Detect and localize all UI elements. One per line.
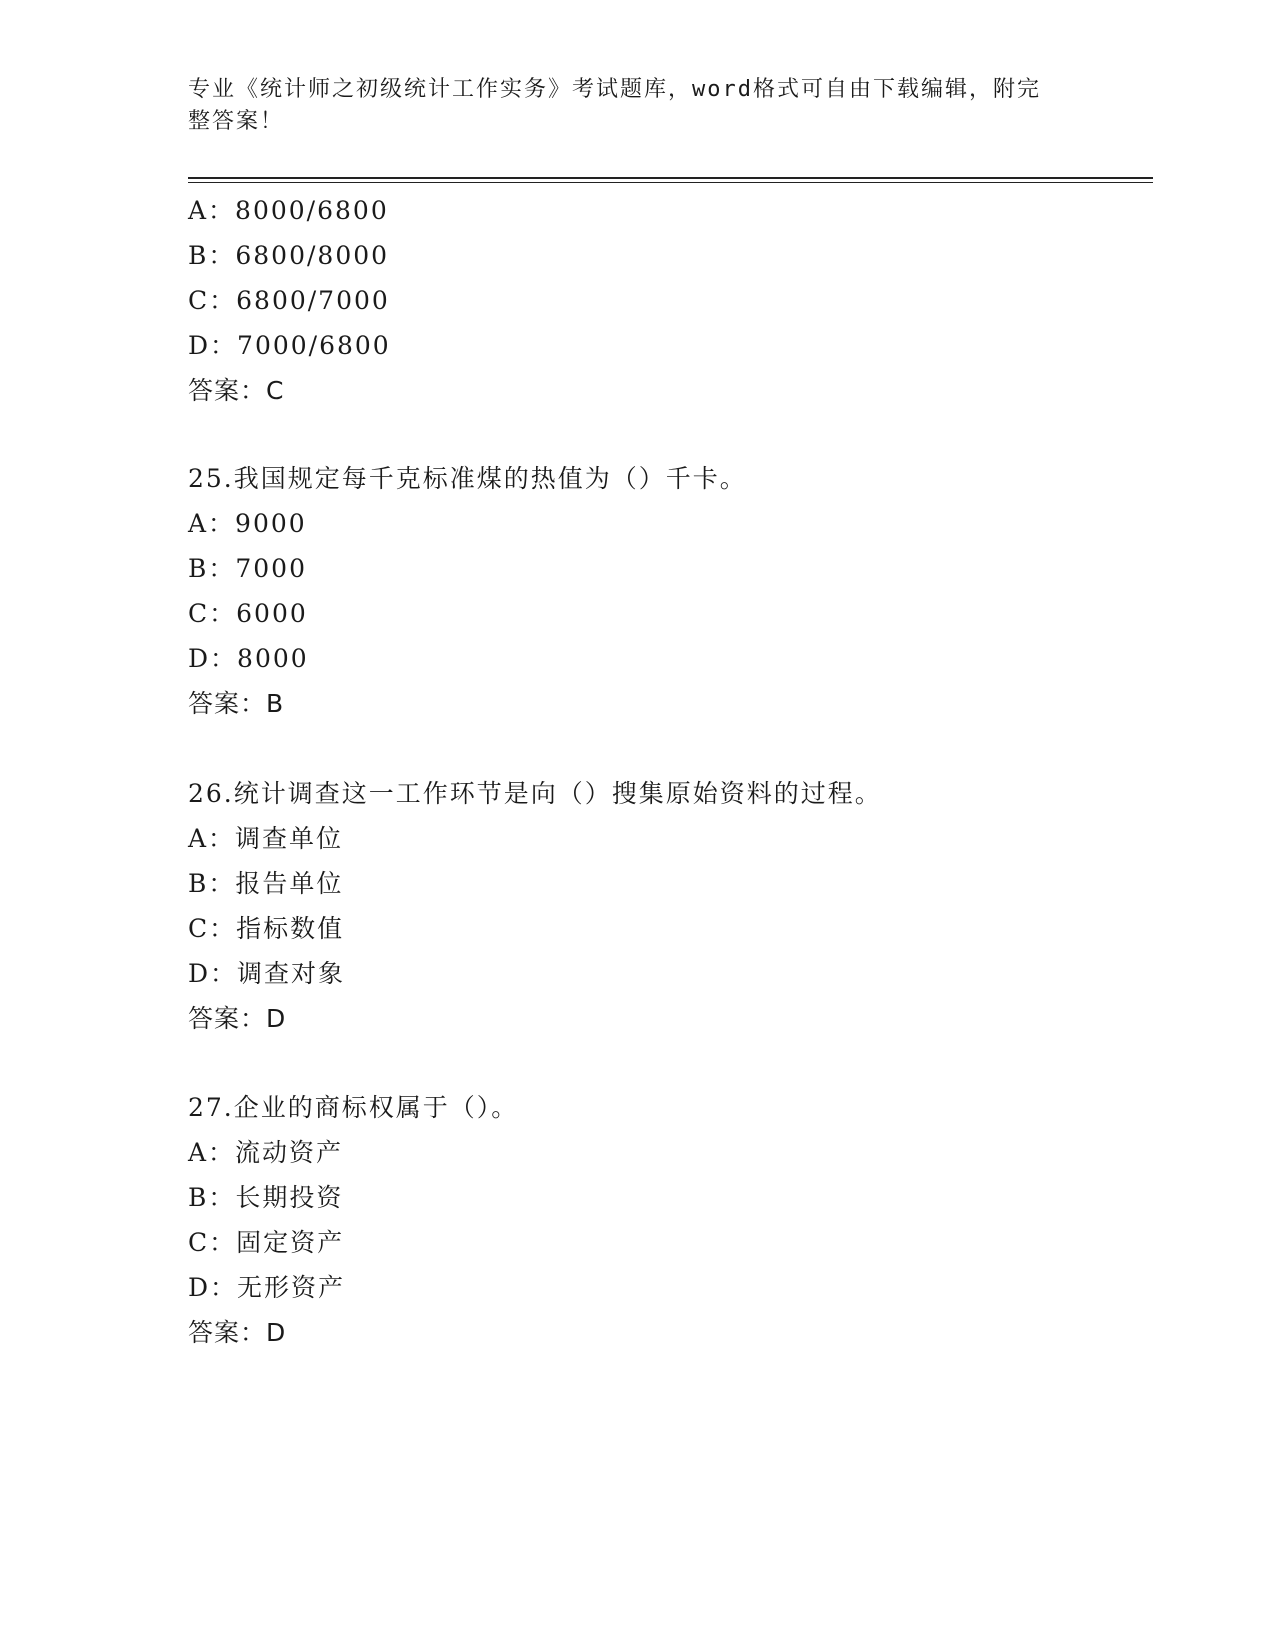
header-divider-thick bbox=[188, 177, 1153, 179]
q25-question: 25.我国规定每千克标准煤的热值为（）千卡。 bbox=[188, 464, 747, 493]
header-line-2: 整答案！ bbox=[188, 109, 285, 134]
q26-answer: 答案：D bbox=[188, 1004, 287, 1033]
q26-question: 26.统计调查这一工作环节是向（）搜集原始资料的过程。 bbox=[188, 779, 882, 808]
q26-option-b: B：报告单位 bbox=[188, 869, 344, 898]
q27-question: 27.企业的商标权属于（）。 bbox=[188, 1093, 519, 1122]
q24-option-b: B：6800/8000 bbox=[188, 241, 390, 270]
q26-option-a: A：调查单位 bbox=[188, 824, 344, 853]
document-header bbox=[188, 74, 1068, 138]
q27-option-b: B：长期投资 bbox=[188, 1183, 344, 1212]
q24-option-a: A：8000/6800 bbox=[188, 196, 389, 225]
q24-answer: 答案：C bbox=[188, 376, 285, 405]
q27-option-c: C：固定资产 bbox=[188, 1228, 345, 1257]
q25-option-b: B：7000 bbox=[188, 554, 307, 583]
header-divider-thin bbox=[188, 182, 1153, 183]
q25-option-d: D：8000 bbox=[188, 644, 309, 673]
q24-option-c: C：6800/7000 bbox=[188, 286, 390, 315]
q25-option-a: A：9000 bbox=[188, 509, 307, 538]
header-line-1: 专业《统计师之初级统计工作实务》考试题库，word格式可自由下载编辑，附完 bbox=[188, 77, 1041, 102]
q27-option-a: A：流动资产 bbox=[188, 1138, 344, 1167]
q25-option-c: C：6000 bbox=[188, 599, 308, 628]
q27-answer: 答案：D bbox=[188, 1318, 287, 1347]
q26-option-d: D：调查对象 bbox=[188, 959, 346, 988]
q27-option-d: D：无形资产 bbox=[188, 1273, 346, 1302]
q26-option-c: C：指标数值 bbox=[188, 914, 345, 943]
q25-answer: 答案：B bbox=[188, 689, 285, 718]
q24-option-d: D：7000/6800 bbox=[188, 331, 391, 360]
